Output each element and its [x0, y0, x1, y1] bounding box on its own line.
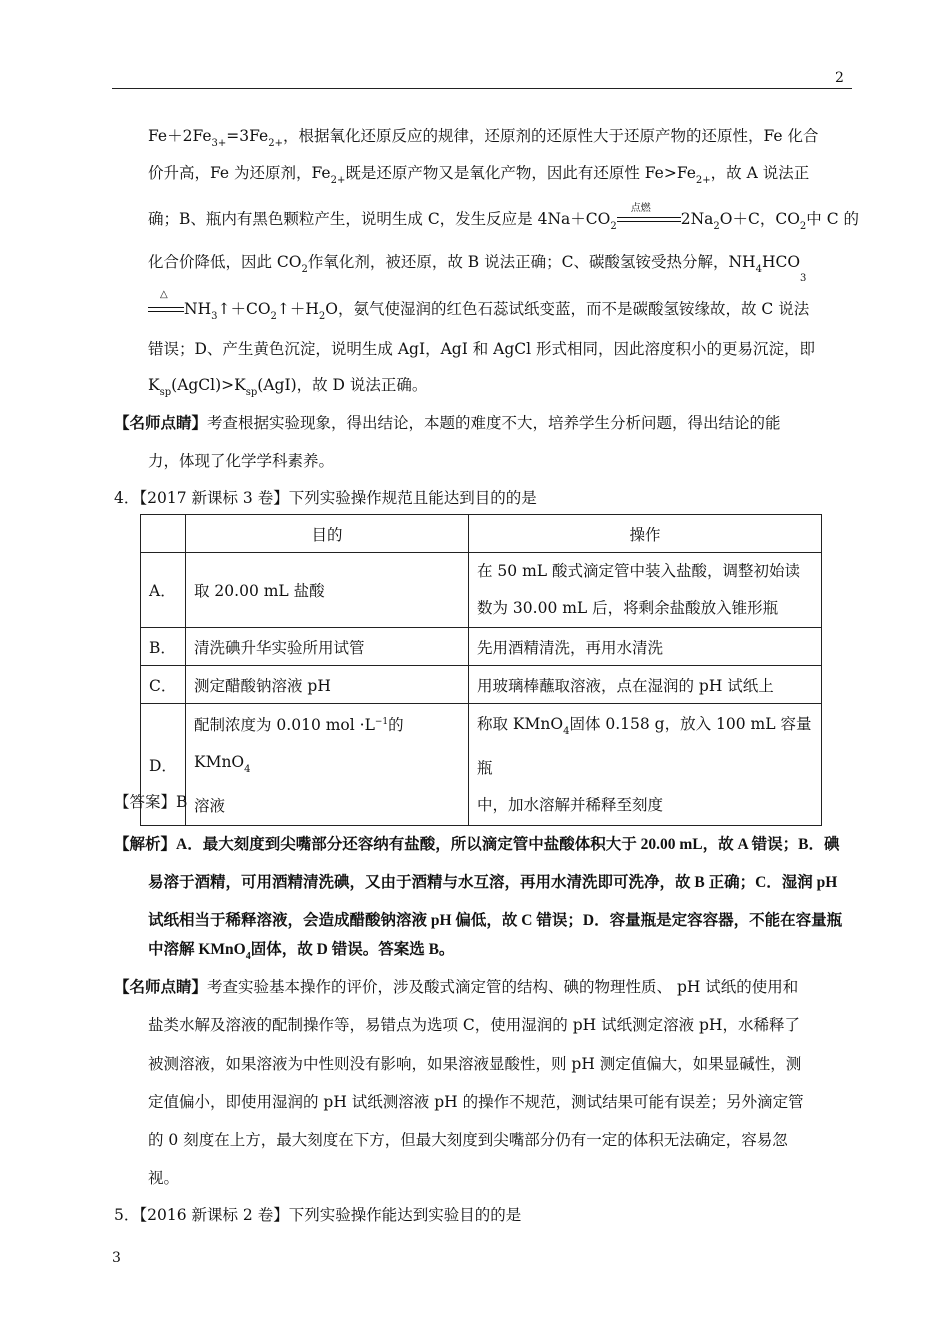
table-row: B． 清洗碘升华实验所用试管 先用酒精清洗，再用水清洗	[141, 628, 822, 666]
q3-analysis-line-1: $Fe+2Fe_{3+}=3Fe_{2+}$，根据氧化还原反应的规律，还原剂的还原性大于还原产物的还原性，Fe 化合	[148, 127, 819, 149]
table-header-row	[141, 515, 822, 553]
header-goal: 目的	[186, 515, 469, 553]
tip-label: 【名师点睛】	[114, 415, 208, 432]
q3-analysis-line-3: 确；B、瓶内有黑色颗粒产生，说明生成 C，发生反应是 $4Na+CO_2$ 点燃 $2Na_2O+C$，$CO_2$中 C 的	[148, 203, 859, 232]
q4-tip-line-2: 盐类水解及溶液的配制操作等，易错点为选项 C，使用湿润的 pH 试纸测定溶液 pH，水稀释了	[148, 1016, 800, 1034]
q4-analysis-line-2: 易溶于酒精，可用酒精清洗碘，又由于酒精与水互溶，再用水清洗即可洗净，故 B 正确；C．湿润 pH	[148, 874, 838, 891]
q4-tip-line-5: 的 0 刻度在上方，最大刻度在下方，但最大刻度到尖嘴部分仍有一定的体积无法确定，容易忽	[148, 1131, 788, 1149]
q4-tip-line-6: 视。	[148, 1169, 180, 1187]
q3-tip-line-1: 【名师点睛】考查根据实验现象，得出结论，本题的难度不大，培养学生分析问题，得出结论的能	[114, 414, 781, 432]
q4-stem: 4．【2017 新课标 3 卷】下列实验操作规范且能达到目的的是	[114, 489, 537, 507]
header-operation: 操作	[469, 515, 822, 553]
q5-stem: 5．【2016 新课标 2 卷】下列实验操作能达到实验目的的是	[114, 1206, 522, 1224]
q3-analysis-line-7: $K_{sp}(AgCl)>K_{sp}(AgI)$，故 D 说法正确。	[148, 376, 428, 398]
q3-analysis-line-6: 错误；D、产生黄色沉淀，说明生成 AgI，AgI 和 AgCl 形式相同，因此溶度积小的更易沉淀，即	[148, 340, 816, 358]
q3-tip-line-2: 力，体现了化学学科素养。	[148, 452, 335, 470]
table-row: A． 取 20.00 mL 盐酸 在 50 mL 酸式滴定管中装入盐酸，调整初始读 数为 30.00 mL 后，将剩余盐酸放入锥形瓶	[141, 553, 822, 628]
q3-analysis-line-2: 价升高，Fe 为还原剂，$Fe_{2+}$既是还原产物又是氧化产物，因此有还原性 $Fe>Fe_{2+}$，故 A 说法正	[148, 164, 810, 186]
header-page-number: 2	[835, 70, 844, 86]
q4-options-table	[140, 514, 822, 826]
q4-answer: 【答案】B	[114, 793, 188, 811]
footer-page-number: 3	[112, 1250, 121, 1266]
q3-analysis-line-4: 化合价降低，因此 $CO_2$作氧化剂，被还原，故 B 说法正确；C、碳酸氢铵受热分解，$NH_4HCO_3$	[148, 253, 807, 284]
q4-tip-line-4: 定值偏小，即使用湿润的 pH 试纸测溶液 pH 的操作不规范，测试结果可能有误差；另外滴定管	[148, 1093, 804, 1111]
q4-tip-line-3: 被测溶液，如果溶液为中性则没有影响，如果溶液显酸性，则 pH 测定值偏大，如果显碱性，测	[148, 1055, 802, 1073]
tip-label: 【名师点睛】	[114, 979, 208, 996]
q3-analysis-line-5: △ $NH_3↑+CO_2↑+H_2O$，氨气使湿润的红色石蕊试纸变蓝，而不是碳酸氢铵缘故，故 C 说法	[148, 297, 809, 322]
header-rule	[112, 88, 852, 89]
reaction-condition-heat: △	[148, 303, 184, 317]
analysis-label: 【解析】	[114, 836, 177, 853]
q4-analysis-line-3: 试纸相当于稀释溶液，会造成醋酸钠溶液 pH 偏低，故 C 错误；D．容量瓶是定容容器，不能在容量瓶	[148, 912, 843, 929]
table-row: C． 测定醋酸钠溶液 pH 用玻璃棒蘸取溶液，点在湿润的 pH 试纸上	[141, 666, 822, 704]
table-row: D． 配制浓度为 0.010 mol $\cdot L^{-1}$的 KMnO$_4$ 溶液 称取 KMnO$_4$固体 0.158 g，放入 100 mL 容量瓶 中，加水溶解并稀释至刻度	[141, 704, 822, 826]
q4-analysis-line-4: 中溶解 KMnO$_4$固体，故 D 错误。答案选 B。	[148, 941, 455, 962]
q4-analysis-line-1: 【解析】A．最大刻度到尖嘴部分还容纳有盐酸，所以滴定管中盐酸体积大于 20.00 mL，故 A 错误；B．碘	[114, 836, 840, 853]
reaction-condition-ignite: 点燃	[617, 213, 681, 227]
q4-tip-line-1: 【名师点睛】考查实验基本操作的评价，涉及酸式滴定管的结构、碘的物理性质、 pH 试纸的使用和	[114, 978, 799, 996]
